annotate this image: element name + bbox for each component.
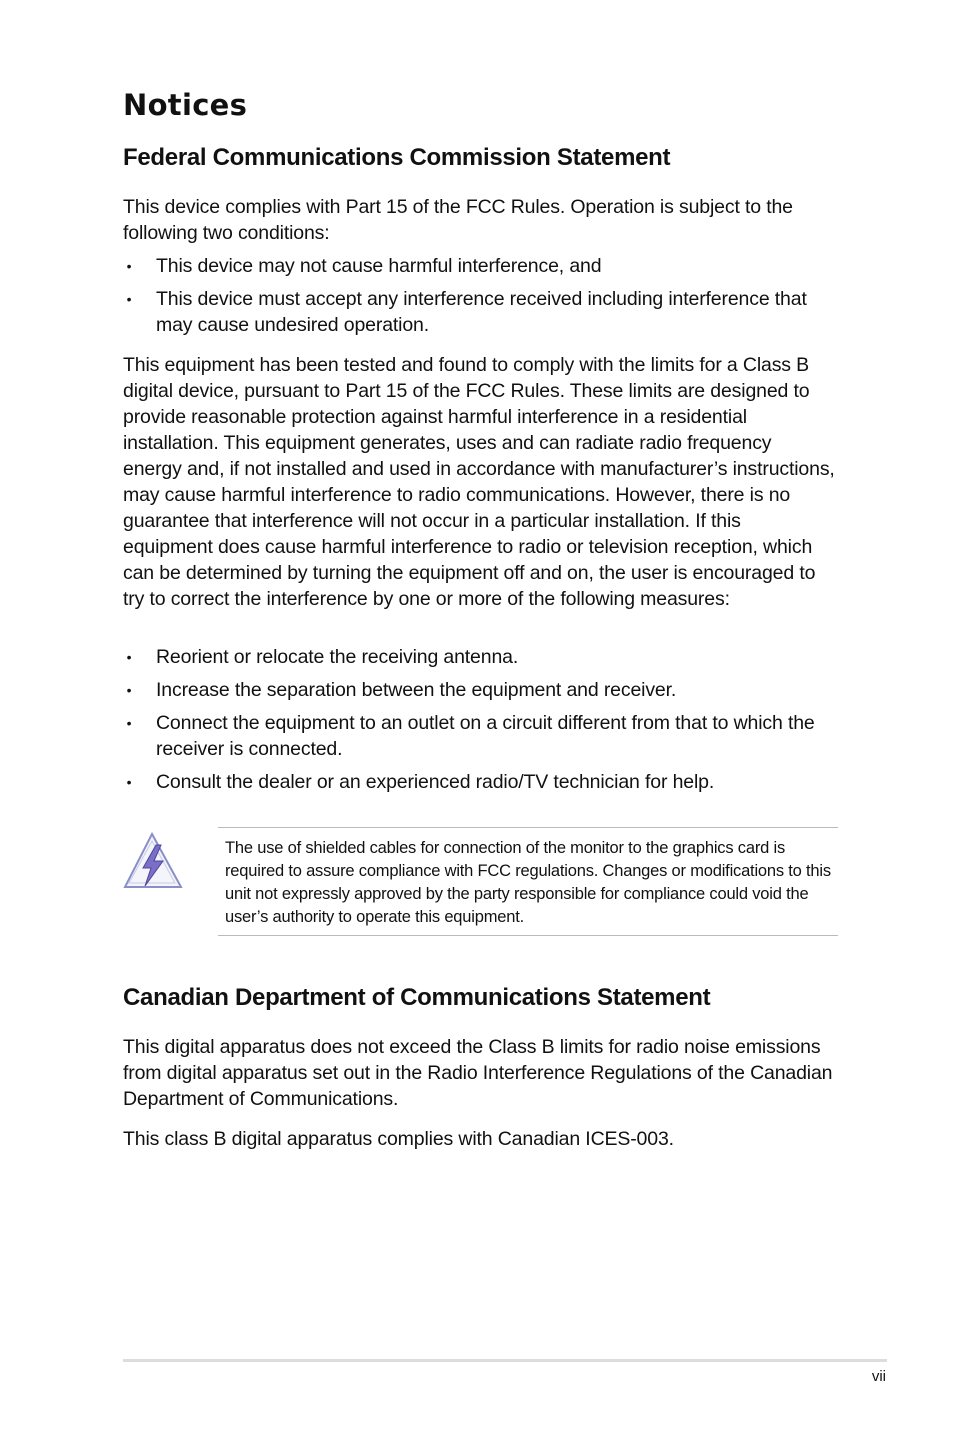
fcc-intro: This device complies with Part 15 of the FCC Rules. Operation is subject to the following two conditions: — [123, 196, 793, 244]
warning-icon — [123, 831, 185, 891]
condition-text: This device may not cause harmful interference, and — [156, 255, 602, 277]
measure-text: Reorient or relocate the receiving antenna. — [156, 646, 519, 668]
note-box — [218, 827, 838, 936]
condition-text: This device must accept any interference received including interference that may cause undesired operation. — [156, 288, 807, 336]
footer-divider — [123, 1359, 887, 1362]
measure-text: Increase the separation between the equipment and receiver. — [156, 679, 677, 701]
page-number: vii — [871, 1368, 886, 1385]
bullet-icon: • — [126, 649, 132, 665]
measure-text: Connect the equipment to an outlet on a circuit different from that to which the receiver is connected. — [156, 712, 815, 760]
measure-text: Consult the dealer or an experienced radio/TV technician for help. — [156, 771, 715, 793]
page-title: Notices — [123, 88, 248, 122]
canada-paragraph-2: This class B digital apparatus complies with Canadian ICES-003. — [123, 1128, 674, 1150]
list-item — [123, 710, 838, 762]
canada-heading: Canadian Department of Communications Statement — [123, 984, 711, 1011]
list-item — [123, 286, 838, 338]
list-item — [123, 677, 838, 703]
bullet-icon: • — [126, 291, 132, 307]
fcc-paragraph: This equipment has been tested and found to comply with the limits for a Class B digital device, pursuant to Part 15 of the FCC Rules. These limits are designed to provide reasonable protection against harmful interference in a residential installation. This equipment generates, uses and can radiate radio frequency energy and, if not installed and used in accordance with manufacturer’s instructions, may cause harmful interference to radio communications. However, there is no guarantee that interference will not occur in a particular installation. If this equipment does cause harmful interference to radio or television reception, which can be determined by turning the equipment off and on, the user is encouraged to try to correct the interference by one or more of the following measures: — [123, 354, 835, 610]
bullet-icon: • — [126, 258, 132, 274]
list-item — [123, 644, 838, 670]
canada-paragraph-1: This digital apparatus does not exceed the Class B limits for radio noise emissions from digital apparatus set out in the Radio Interference Regulations of the Canadian Department of Communications. — [123, 1036, 833, 1110]
bullet-icon: • — [126, 682, 132, 698]
fcc-heading: Federal Communications Commission Statement — [123, 144, 671, 171]
note-text: The use of shielded cables for connection of the monitor to the graphics card is required to assure compliance with FCC regulations. Changes or modifications to this unit not expressly approved by the party responsible for compliance could void the user’s authority to operate this equipment. — [225, 839, 831, 926]
bullet-icon: • — [126, 715, 132, 731]
bullet-icon: • — [126, 774, 132, 790]
list-item — [123, 769, 838, 795]
list-item — [123, 253, 838, 279]
